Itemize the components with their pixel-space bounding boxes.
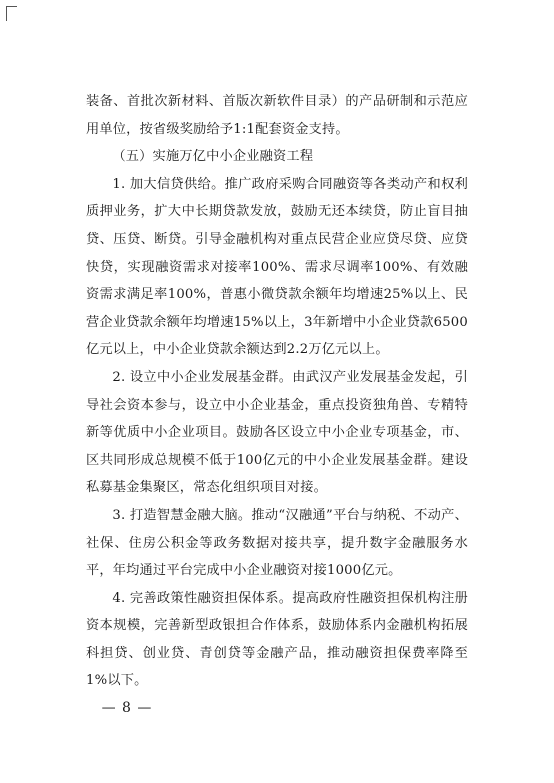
paragraph-credit-supply: 1. 加大信贷供给。推广政府采购合同融资等各类动产和权利质押业务，扩大中长期贷款发放，鼓励无还本续贷，防止盲目抽贷、压贷、断贷。引导金融机构对重点民营企业应贷尽贷、应贷快贷，实现融资需求对接率100%、需求尽调率100%、有效融资需求满足率100%，普惠小微贷款余额年均增速25%以上、民营企业贷款余额年均增速15%以上，3年新增中小企业贷款6500亿元以上，中小企业贷款余额达到2.2万亿元以上。 (86, 176, 468, 358)
document-body (86, 88, 468, 695)
page-number: — 8 — (101, 700, 153, 716)
paragraph-guarantee-system: 4. 完善政策性融资担保体系。提高政府性融资担保机构注册资本规模，完善新型政银担合作体系，鼓励体系内金融机构拓展科担贷、创业贷、青创贷等金融产品，推动融资担保费率降至1%以下。 (86, 590, 468, 689)
paragraph-smart-finance: 3. 打造智慧金融大脑。推动“汉融通”平台与纳税、不动产、社保、住房公积金等政务数据对接共享，提升数字金融服务水平，年均通过平台完成中小企业融资对接1000亿元。 (86, 507, 468, 579)
paragraph-continuation: 装备、首批次新材料、首版次新软件目录）的产品研制和示范应用单位，按省级奖励给予1:1配套资金支持。 (86, 94, 468, 137)
paragraph-fund-group: 2. 设立中小企业发展基金群。由武汉产业发展基金发起，引导社会资本参与，设立中小企业基金，重点投资独角兽、专精特新等优质中小企业项目。鼓励各区设立中小企业专项基金，市、区共同形成总规模不低于100亿元的中小企业发展基金群。建设私募基金集聚区，常态化组织项目对接。 (86, 369, 468, 496)
corner-crop-mark (6, 6, 17, 21)
section-heading: （五）实施万亿中小企业融资工程 (112, 149, 314, 165)
